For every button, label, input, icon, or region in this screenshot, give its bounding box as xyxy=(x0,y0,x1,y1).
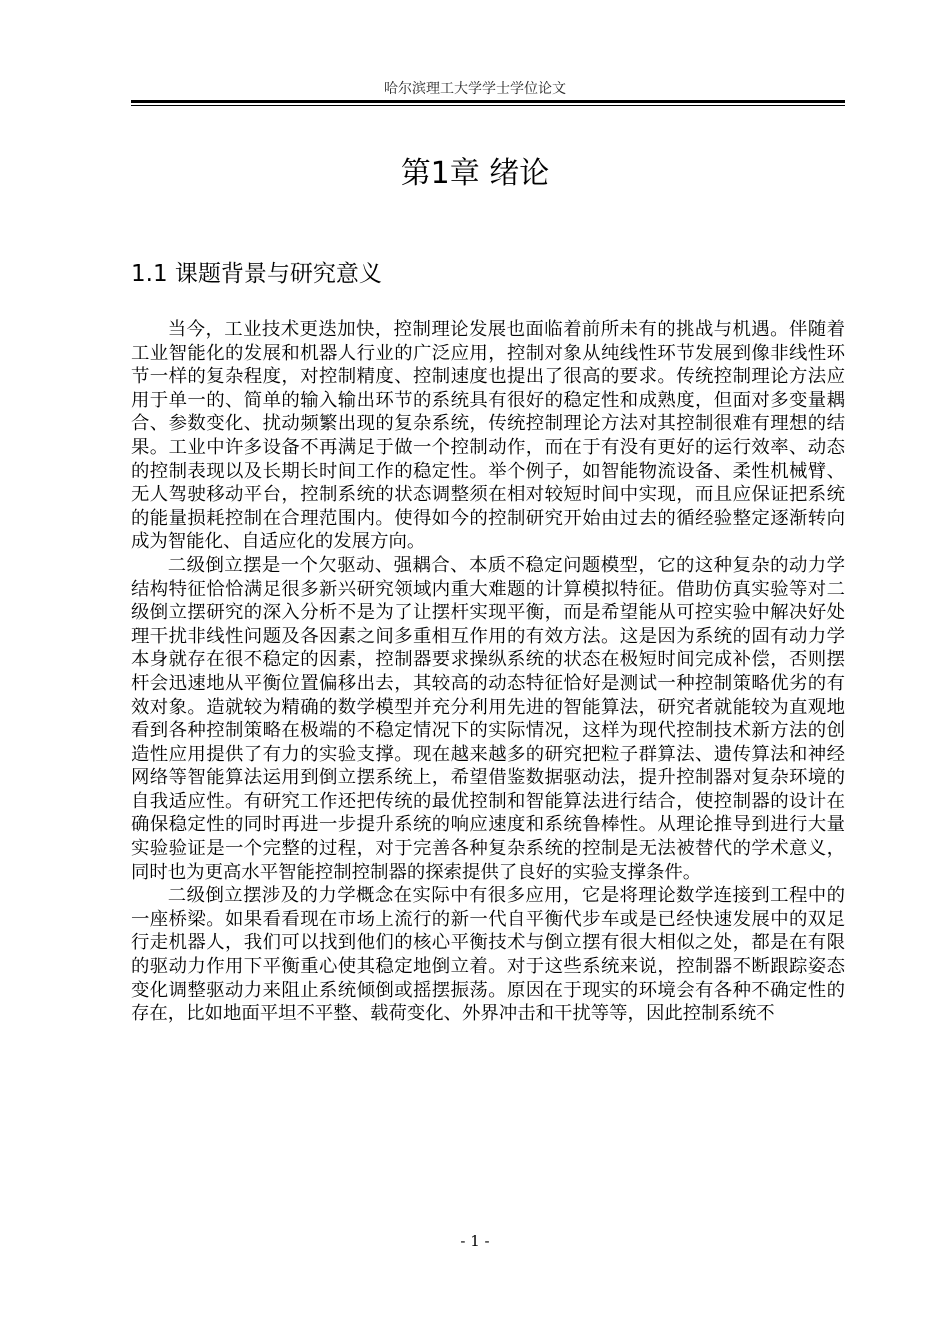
paragraph-2: 二级倒立摆是一个欠驱动、强耦合、本质不稳定问题模型，它的这种复杂的动力学结构特征恰恰满足很多新兴研究领域内重大难题的计算模拟特征。借助仿真实验等对二级倒立摆研究的深入分析不是为了让摆杆实现平衡，而是希望能从可控实验中解决好处理干扰非线性问题及各因素之间多重相互作用的有效方法。这是因为系统的固有动力学本身就存在很不稳定的因素，控制器要求操纵系统的状态在极短时间完成补偿，否则摆杆会迅速地从平衡位置偏移出去，其较高的动态特征恰好是测试一种控制策略优劣的有效对象。造就较为精确的数学模型并充分利用先进的智能算法，研究者就能较为直观地看到各种控制策略在极端的不稳定情况下的实际情况，这样为现代控制技术新方法的创造性应用提供了有力的实验支撑。现在越来越多的研究把粒子群算法、遗传算法和神经网络等智能算法运用到倒立摆系统上，希望借鉴数据驱动法，提升控制器对复杂环境的自我适应性。有研究工作还把传统的最优控制和智能算法进行结合，使控制器的设计在确保稳定性的同时再进一步提升系统的响应速度和系统鲁棒性。从理论推导到进行大量实验验证是一个完整的过程，对于完善各种复杂系统的控制是无法被替代的学术意义，同时也为更高水平智能控制控制器的探索提供了良好的实验支撑条件。 xyxy=(131,554,845,883)
page-number: - 1 - xyxy=(460,1232,490,1250)
body-text xyxy=(131,318,845,1026)
chapter-title: 第1章 绪论 xyxy=(400,156,550,191)
header-rule-thick xyxy=(131,100,845,103)
section-title: 1.1 课题背景与研究意义 xyxy=(131,261,382,287)
running-header: 哈尔滨理工大学学士学位论文 xyxy=(384,81,566,97)
header-rule-thin xyxy=(131,105,845,106)
paragraph-1: 当今，工业技术更迭加快，控制理论发展也面临着前所未有的挑战与机遇。伴随着工业智能化的发展和机器人行业的广泛应用，控制对象从纯线性环节发展到像非线性环节一样的复杂程度，对控制精度、控制速度也提出了很高的要求。传统控制理论方法应用于单一的、简单的输入输出环节的系统具有很好的稳定性和成熟度，但面对多变量耦合、参数变化、扰动频繁出现的复杂系统，传统控制理论方法对其控制很难有理想的结果。工业中许多设备不再满足于做一个控制动作，而在于有没有更好的运行效率、动态的控制表现以及长期长时间工作的稳定性。举个例子，如智能物流设备、柔性机械臂、无人驾驶移动平台，控制系统的状态调整须在相对较短时间中实现，而且应保证把系统的能量损耗控制在合理范围内。使得如今的控制研究开始由过去的循经验整定逐渐转向成为智能化、自适应化的发展方向。 xyxy=(131,319,845,553)
paragraph-3: 二级倒立摆涉及的力学概念在实际中有很多应用，它是将理论数学连接到工程中的一座桥梁。如果看看现在市场上流行的新一代自平衡代步车或是已经快速发展中的双足行走机器人，我们可以找到他们的核心平衡技术与倒立摆有很大相似之处，都是在有限的驱动力作用下平衡重心使其稳定地倒立着。对于这些系统来说，控制器不断跟踪姿态变化调整驱动力来阻止系统倾倒或摇摆振荡。原因在于现实的环境会有各种不确定性的存在，比如地面平坦不平整、载荷变化、外界冲击和干扰等等，因此控制系统不 xyxy=(131,885,845,1025)
